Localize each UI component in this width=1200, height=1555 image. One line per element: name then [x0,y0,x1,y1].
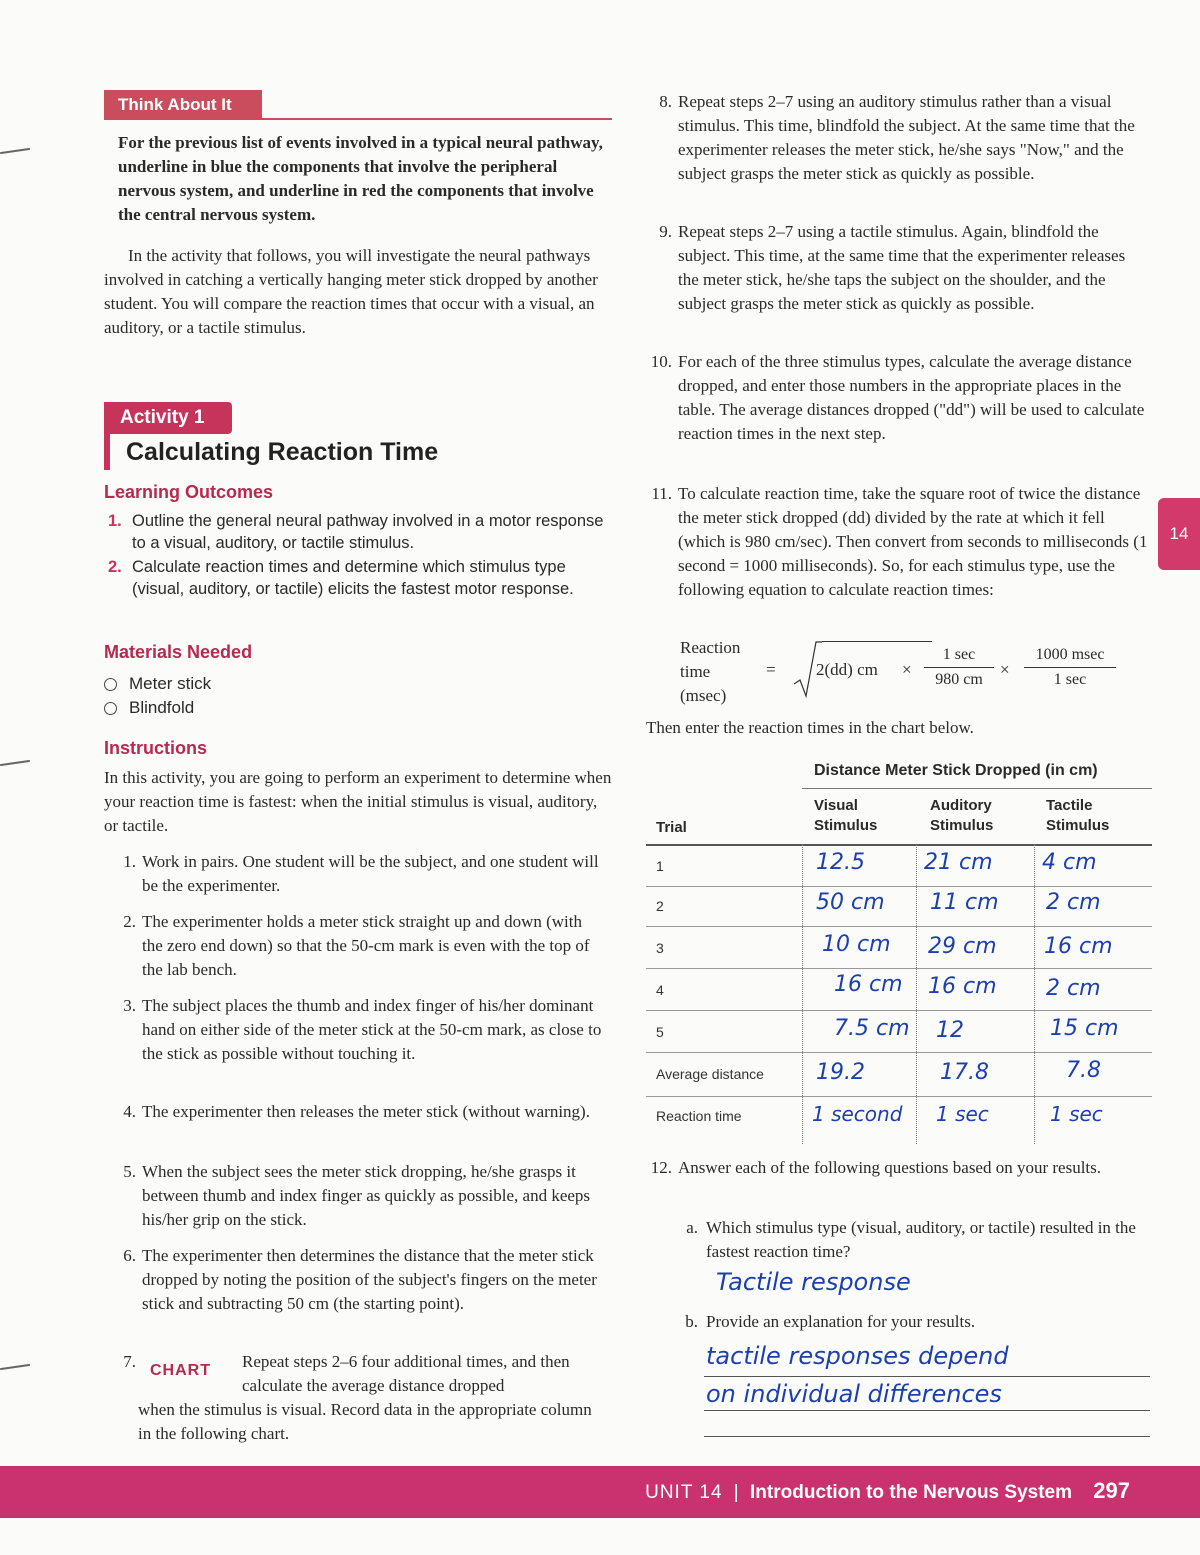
footer-unit: UNIT 14 [645,1482,723,1503]
fraction-sec-per-cm [924,646,994,689]
answer-line [704,1376,1150,1377]
learning-outcomes-heading: Learning Outcomes [104,482,274,502]
row-divider [646,1096,1152,1097]
footer-text [645,1478,1130,1504]
activity-accent-bar [104,434,110,470]
formula-lhs [680,636,740,708]
outcome-text: Calculate reaction times and determine which stimulus type (visual, auditory, or tactile) elicits the fastest motor response. [132,558,574,598]
step-number: 1. [123,852,136,871]
row-label: 5 [656,1024,664,1040]
page-footer [0,1466,1200,1518]
margin-mark [0,760,30,766]
fraction-bar [1024,667,1116,668]
fraction-denominator: 980 cm [935,671,983,688]
learning-outcomes-list [108,510,608,602]
formula-lhs-line: (msec) [680,686,727,705]
step-number: 8. [659,92,672,111]
answer-b-line2: on individual differences [706,1380,1002,1408]
step-number: 10. [650,352,672,371]
cell-auditory: 12 [936,1018,964,1043]
formula-times: × [902,660,912,679]
row-label: 3 [656,940,664,956]
column-divider [916,844,917,1144]
answer-b-line1: tactile responses depend [706,1342,1009,1370]
cell-auditory: 16 cm [928,974,997,999]
cell-visual-reaction: 1 second [812,1102,903,1126]
then-enter-text: Then enter the reaction times in the chart below. [646,718,974,737]
formula-times: × [1000,660,1010,679]
cell-visual-average: 19.2 [816,1060,865,1085]
formula-lhs-line: time [680,662,711,681]
row-divider [646,926,1152,927]
step-text: Repeat steps 2–7 using a tactile stimulus. Again, blindfold the subject. This time, at the same time that the experimenter releases the meter stick, he/she taps the subject on the shoulder, and the subject grasps the meter stick as quickly as possible. [678,222,1126,313]
outcome-text: Outline the general neural pathway involved in a motor response to a visual, auditory, or tactile stimulus. [132,512,604,552]
column-header-trial: Trial [656,819,687,836]
instructions-heading: Instructions [104,738,208,758]
row-label: Reaction time [656,1108,742,1124]
step-number: 4. [123,1102,136,1121]
footer-title: Introduction to the Nervous System [750,1482,1072,1503]
cell-auditory-average: 17.8 [940,1060,989,1085]
cell-visual: 7.5 cm [834,1016,910,1041]
question-number: 12. [650,1158,672,1177]
cell-tactile: 2 cm [1046,890,1101,915]
row-divider [646,1052,1152,1053]
row-divider [646,1010,1152,1011]
table-header-rule [646,844,1152,846]
answer-a: Tactile response [716,1268,911,1296]
root-overline [822,641,932,642]
row-label: Average distance [656,1066,764,1082]
step-text: For each of the three stimulus types, calculate the average distance dropped, and enter those numbers in the appropriate places in the table. The average distances dropped ("dd") will be used to calculate reaction times in the next step. [678,352,1145,443]
activity-tab: Activity 1 [104,402,232,434]
cell-tactile: 2 cm [1046,976,1101,1001]
step-text: The subject places the thumb and index finger of his/her dominant hand on either side of the meter stick at the 50-cm mark, as close to the stick as possible without touching it. [142,996,602,1063]
activity-title: Calculating Reaction Time [126,438,439,466]
cell-tactile: 16 cm [1044,934,1113,959]
answer-line [704,1410,1150,1411]
page-number: 297 [1093,1478,1130,1503]
material-item [104,696,211,720]
think-divider [262,118,612,120]
step-number: 3. [123,996,136,1015]
materials-heading: Materials Needed [104,642,253,662]
sub-question-label: a. [686,1218,698,1237]
footer-separator: | [733,1482,739,1503]
checkbox-circle-icon [104,702,117,715]
step-number: 11. [651,484,672,503]
row-label: 2 [656,898,664,914]
formula-radicand: 2(dd) cm [816,660,878,679]
column-header-auditory: Auditory Stimulus [930,797,994,834]
cell-visual: 10 cm [822,932,891,957]
step-number: 9. [659,222,672,241]
cell-visual: 50 cm [816,890,885,915]
step-number: 7. [123,1352,136,1371]
material-item [104,672,211,696]
formula-equals: = [766,660,776,679]
fraction-msec-per-sec [1024,646,1116,689]
column-divider [1034,844,1035,1144]
question-text: Answer each of the following questions based on your results. [678,1158,1102,1177]
row-label: 1 [656,858,664,874]
cell-auditory-reaction: 1 sec [936,1102,989,1126]
instructions-paragraph: In this activity, you are going to perform an experiment to determine when your reaction time is fastest: when the initial stimulus is visual, auditory, or tactile. [104,768,612,835]
cell-tactile-reaction: 1 sec [1050,1102,1103,1126]
checkbox-circle-icon [104,678,117,691]
step-text: The experimenter holds a meter stick straight up and down (with the zero end down) so that the 50-cm mark is even with the top of the lab bench. [142,912,590,979]
step-text-continued: when the stimulus is visual. Record data in the appropriate column in the following chart. [138,1400,592,1443]
materials-list [104,672,211,720]
sub-question-label: b. [685,1312,698,1331]
cell-visual: 16 cm [834,972,903,997]
material-label: Blindfold [129,698,195,717]
margin-mark [0,1364,30,1370]
sub-question-text: Provide an explanation for your results. [706,1312,976,1331]
row-divider [646,968,1152,969]
cell-auditory: 21 cm [924,850,993,875]
reaction-data-table [646,758,1152,1148]
table-rule [802,788,1152,789]
step-text: Work in pairs. One student will be the subject, and one student will be the experimenter. [142,852,599,895]
cell-auditory: 11 cm [930,890,999,915]
cell-visual: 12.5 [816,850,865,875]
column-divider [802,844,803,1144]
column-header-tactile: Tactile Stimulus [1046,797,1110,834]
cell-auditory: 29 cm [928,934,997,959]
chart-label: CHART [150,1362,211,1379]
step-number: 5. [123,1162,136,1181]
reaction-time-formula [680,636,1140,712]
material-label: Meter stick [129,674,212,693]
learning-outcome-item [108,556,608,600]
row-label: 4 [656,982,664,998]
answer-line [704,1436,1150,1437]
outcome-number: 1. [108,512,122,530]
fraction-denominator: 1 sec [1053,671,1087,688]
cell-tactile: 4 cm [1042,850,1097,875]
intro-paragraph: In the activity that follows, you will investigate the neural pathways involved in catching a vertically hanging meter stick dropped by another student. You will compare the reaction times that occur with a visual, an auditory, or a tactile stimulus. [104,246,598,337]
sub-question-text: Which stimulus type (visual, auditory, or tactile) resulted in the fastest reaction time? [706,1218,1136,1261]
margin-mark [0,148,30,154]
fraction-numerator: 1000 msec [1035,646,1105,663]
think-about-it-tab: Think About It [104,90,262,120]
table-title: Distance Meter Stick Dropped (in cm) [814,762,1098,779]
fraction-numerator: 1 sec [942,646,976,663]
step-text: To calculate reaction time, take the square root of twice the distance the meter stick dropped (dd) divided by the rate at which it fell (which is 980 cm/sec). Then convert from seconds to milliseconds (1 second = 1000 milliseconds). So, for each stimulus type, use the following equation to calculate reaction times: [678,484,1148,599]
step-text: When the subject sees the meter stick dropping, he/she grasps it between thumb and index finger as quickly as possible, and keeps his/her grip on the stick. [142,1162,591,1229]
think-about-it-text: For the previous list of events involved in a typical neural pathway, underline in blue the components that involve the peripheral nervous system, and underline in red the components that involve the central nervous system. [118,133,603,224]
cell-tactile-average: 7.8 [1066,1058,1101,1083]
unit-side-tab: 14 [1158,498,1200,570]
formula-lhs-line: Reaction [680,638,741,657]
outcome-number: 2. [108,558,122,576]
row-divider [646,886,1152,887]
step-text: Repeat steps 2–6 four additional times, and then calculate the average distance dropped [242,1352,570,1395]
step-number: 2. [123,912,136,931]
fraction-bar [924,667,994,668]
step-number: 6. [123,1246,136,1265]
cell-tactile: 15 cm [1050,1016,1119,1041]
step-text: Repeat steps 2–7 using an auditory stimulus rather than a visual stimulus. This time, blindfold the subject. At the same time that the experimenter releases the meter stick, he/she says "Now," and the subject grasps the meter stick as quickly as possible. [678,92,1135,183]
column-header-visual: Visual Stimulus [814,797,878,834]
learning-outcome-item [108,510,608,554]
step-text: The experimenter then releases the meter stick (without warning). [142,1102,590,1121]
step-text: The experimenter then determines the distance that the meter stick dropped by noting the position of the subject's fingers on the meter stick and subtracting 50 cm (the starting point). [142,1246,597,1313]
